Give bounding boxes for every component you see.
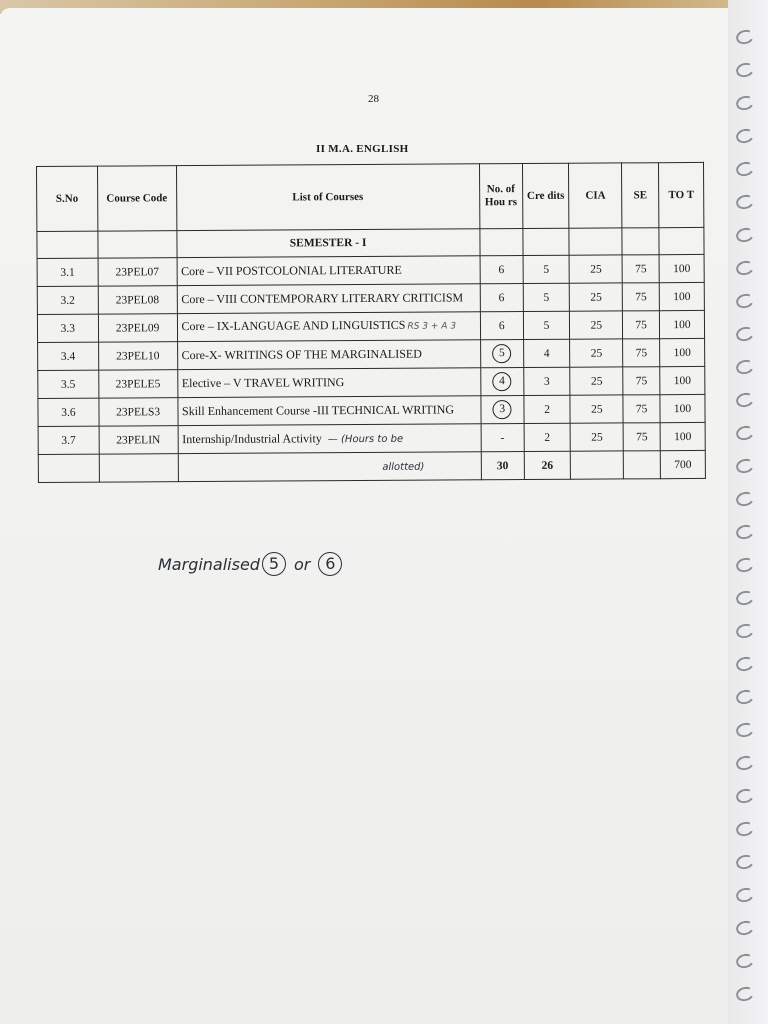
cell-tot: 100 xyxy=(659,310,704,338)
marginal-note-or: or xyxy=(293,554,311,574)
cell-course-with-scribble xyxy=(177,312,480,342)
cell-hours xyxy=(481,396,524,424)
circled-hours: 3 xyxy=(493,400,512,419)
handwritten-marginal-note xyxy=(158,552,342,576)
cell-tot: 100 xyxy=(660,366,705,394)
spiral-ring xyxy=(734,589,755,607)
cell-credits: 4 xyxy=(523,339,570,367)
cell-credits: 2 xyxy=(524,395,571,423)
cell-cia: 25 xyxy=(570,255,623,283)
cell-course: Core – VIII CONTEMPORARY LITERARY CRITICISM xyxy=(177,284,480,314)
cell-se: 75 xyxy=(623,423,660,451)
spiral-ring xyxy=(734,853,755,871)
cell-sno: 3.1 xyxy=(37,258,98,286)
spiral-ring xyxy=(734,94,755,112)
cell-sno: 3.6 xyxy=(38,398,99,426)
cell-hours: 6 xyxy=(480,312,523,340)
cell-course: Core-X- WRITINGS OF THE MARGINALISED xyxy=(177,340,480,370)
spiral-ring xyxy=(734,919,755,937)
spiral-ring xyxy=(734,721,755,739)
cell-tot: 100 xyxy=(659,254,704,282)
spiral-ring xyxy=(734,985,755,1003)
cell-credits: 5 xyxy=(523,283,570,311)
semester-label: SEMESTER - I xyxy=(176,229,479,258)
cell-course: Core – IX-LANGUAGE AND LINGUISTICS xyxy=(181,317,406,334)
cell-cia: 25 xyxy=(570,339,623,367)
header-course-code: Course Code xyxy=(97,166,176,231)
cell-tot: 100 xyxy=(660,394,705,422)
spiral-ring xyxy=(734,688,755,706)
totals-note-cell xyxy=(178,452,481,482)
semester-row xyxy=(37,227,704,258)
cell-course: Core – VII POSTCOLONIAL LITERATURE xyxy=(177,256,480,286)
spiral-ring xyxy=(734,457,755,475)
spiral-ring xyxy=(734,655,755,673)
header-list-of-courses: List of Courses xyxy=(176,164,480,231)
spiral-ring xyxy=(734,952,755,970)
spiral-ring xyxy=(734,325,755,343)
cell-code: 23PEL09 xyxy=(98,314,177,342)
spiral-ring xyxy=(734,160,755,178)
cell-course-with-note xyxy=(178,424,481,454)
cell-sno: 3.4 xyxy=(38,342,99,370)
cell-credits: 2 xyxy=(524,423,571,451)
cell-se: 75 xyxy=(623,311,660,339)
circled-option-a: 5 xyxy=(262,552,286,576)
spiral-ring xyxy=(734,556,755,574)
cell-sno: 3.3 xyxy=(37,314,98,342)
spiral-ring xyxy=(734,226,755,244)
header-credits: Cre dits xyxy=(522,163,569,228)
cell-course: Elective – V TRAVEL WRITING xyxy=(177,368,480,398)
cell-tot: 100 xyxy=(660,422,705,450)
spiral-ring xyxy=(734,259,755,277)
cell-credits: 3 xyxy=(523,367,570,395)
cell-se: 75 xyxy=(623,395,660,423)
table-row xyxy=(37,254,704,286)
total-marks: 700 xyxy=(660,450,705,478)
spiral-ring xyxy=(734,292,755,310)
cell-cia: 25 xyxy=(570,283,623,311)
cell-tot: 100 xyxy=(660,338,705,366)
spiral-ring xyxy=(734,424,755,442)
circled-hours: 4 xyxy=(492,372,511,391)
spiral-binding xyxy=(728,0,768,1024)
header-sno: S.No xyxy=(37,166,98,231)
total-credits: 26 xyxy=(524,451,571,479)
spiral-ring xyxy=(734,787,755,805)
spiral-ring xyxy=(734,391,755,409)
table-row xyxy=(37,282,704,314)
header-hours: No. of Hou rs xyxy=(479,164,522,229)
cell-se: 75 xyxy=(623,339,660,367)
cell-se: 75 xyxy=(622,283,659,311)
cell-hours xyxy=(481,368,524,396)
cell-course: Skill Enhancement Course -III TECHNICAL WRITING xyxy=(177,396,480,426)
cell-code: 23PEL10 xyxy=(98,342,177,370)
spiral-ring xyxy=(734,622,755,640)
marginal-note-text: Marginalised xyxy=(158,554,260,574)
cell-course: Internship/Industrial Activity xyxy=(182,430,322,446)
cell-se: 75 xyxy=(622,255,659,283)
cell-cia: 25 xyxy=(570,395,623,423)
cell-code: 23PELE5 xyxy=(98,370,177,398)
totals-row xyxy=(38,450,705,482)
table-row xyxy=(38,338,705,370)
handwritten-scribble: RS 3 + A 3 xyxy=(407,321,457,332)
table-row xyxy=(38,366,705,398)
cell-credits: 5 xyxy=(523,311,570,339)
cell-hours xyxy=(480,340,523,368)
spiral-ring xyxy=(734,358,755,376)
spiral-ring xyxy=(734,820,755,838)
page-number: 28 xyxy=(368,93,379,105)
spiral-ring xyxy=(734,61,755,79)
cell-code: 23PELIN xyxy=(99,426,178,454)
cell-sno: 3.2 xyxy=(37,286,98,314)
cell-cia: 25 xyxy=(571,423,624,451)
header-se: SE xyxy=(622,163,659,228)
course-table xyxy=(36,162,706,483)
handwritten-allotted-note: allotted) xyxy=(382,461,425,473)
cell-hours: - xyxy=(481,424,524,452)
cell-hours: 6 xyxy=(480,284,523,312)
circled-option-b: 6 xyxy=(318,552,342,576)
handwritten-hours-note: — (Hours to be xyxy=(327,433,404,445)
spiral-ring xyxy=(734,523,755,541)
header-tot: TO T xyxy=(659,162,704,227)
table-row xyxy=(38,422,705,454)
cell-credits: 5 xyxy=(523,255,570,283)
document-page xyxy=(0,8,735,1024)
document-title: II M.A. ENGLISH xyxy=(316,143,409,155)
spiral-ring xyxy=(734,886,755,904)
cell-se: 75 xyxy=(623,367,660,395)
circled-hours: 5 xyxy=(492,344,511,363)
cell-code: 23PEL07 xyxy=(98,258,177,286)
spiral-ring xyxy=(734,490,755,508)
cell-code: 23PEL08 xyxy=(98,286,177,314)
spiral-ring xyxy=(734,193,755,211)
spiral-ring xyxy=(734,127,755,145)
cell-sno: 3.7 xyxy=(38,426,99,454)
table-row xyxy=(38,394,705,426)
cell-cia: 25 xyxy=(570,367,623,395)
table-header-row xyxy=(37,162,704,231)
cell-cia: 25 xyxy=(570,311,623,339)
spiral-ring xyxy=(734,754,755,772)
cell-tot: 100 xyxy=(659,282,704,310)
total-hours: 30 xyxy=(481,452,524,480)
header-cia: CIA xyxy=(569,163,622,228)
cell-sno: 3.5 xyxy=(38,370,99,398)
table-row xyxy=(37,310,704,342)
cell-hours: 6 xyxy=(480,256,523,284)
spiral-ring xyxy=(734,28,755,46)
cell-code: 23PELS3 xyxy=(99,398,178,426)
